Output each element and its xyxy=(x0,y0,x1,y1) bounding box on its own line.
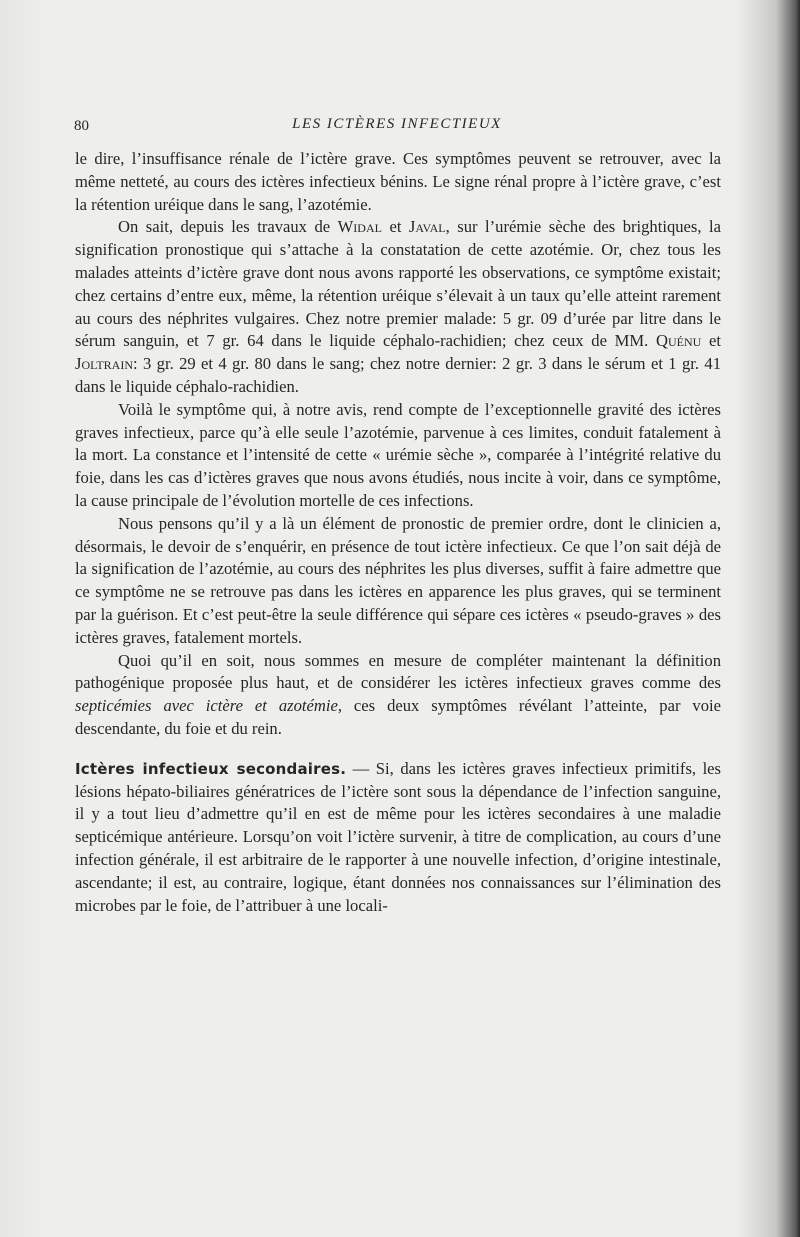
paragraph-4: Nous pensons qu’il y a là un élément de pronostic de premier ordre, dont le clinicien a, désormais, le devoir de s’enquérir, en présence de tout ictère infectieux. Ce que l’on sait déjà de la signification de l’azotémie, au cours des néphrites les plus diverses, suffit à faire admettre que ce symptôme ne se retrouve pas dans les ictères en apparence les plus graves, qui se terminent par la guérison. Et c’est peut-être la seule différence qui sépare ces ictères « pseudo-graves » des ictères graves, fatalement mortels. xyxy=(75,513,721,647)
page-number: 80 xyxy=(74,118,89,134)
paragraph-2-part-e: : 3 gr. 29 et 4 gr. 80 dans le sang; chez notre dernier: 2 gr. 3 dans le sérum et 1 gr. 41 dans le liquide céphalo-rachidien. xyxy=(75,354,721,396)
author-joltrain: Joltrain xyxy=(75,354,134,374)
paragraph-5 xyxy=(75,650,721,741)
paragraph-5-part-a: Quoi qu’il en soit, nous sommes en mesure de compléter maintenant la définition pathogénique proposée plus haut, et de considérer les ictères infectieux graves comme des xyxy=(75,650,721,693)
paragraph-2-part-a: On sait, depuis les travaux de xyxy=(118,217,338,237)
author-widal: Widal xyxy=(337,217,382,237)
paragraph-2 xyxy=(75,216,721,398)
body-text xyxy=(75,148,721,917)
section-spacer xyxy=(75,741,721,758)
author-quenu: Quénu xyxy=(656,331,702,351)
paragraph-6-text: — Si, dans les ictères graves infectieux primitifs, les lésions hépato-biliaires génératrices de l’ictère sont sous la dépendance de l’infection sanguine, il y a tout lieu d’admettre qu’il en est de même pour les ictères secondaires à une maladie septicémique antérieure. Lorsqu’on voit l’ictère survenir, à titre de complication, au cours d’une infection générale, il est arbitraire de le rapporter à une nouvelle infection, d’origine intestinale, ascendante; il est, au contraire, logique, étant données nos connaissances sur l’élimination des microbes par le foie, de l’attribuer à une locali- xyxy=(75,758,722,915)
paragraph-5-part-b: ces deux symptômes révélant l’atteinte, par voie descendante, du foie et du rein. xyxy=(75,696,721,738)
paragraph-3: Voilà le symptôme qui, à notre avis, rend compte de l’exceptionnelle gravité des ictères graves infectieux, parce qu’à elle seule l’azotémie, parvenue à ces limites, conduit fatalement à la mort. La constance et l’intensité de cette « urémie sèche », comparée à l’intégrité relative du foie, dans les cas d’ictères graves que nous avons étudiés, nous incite à voir, dans ce symptôme, la cause principale de l’évolution mortelle de ces infections. xyxy=(75,399,721,510)
paragraph-6 xyxy=(75,758,721,918)
paragraph-1: le dire, l’insuffisance rénale de l’ictère grave. Ces symptômes peuvent se retrouver, avec la même netteté, au cours des ictères infectieux bénins. Le signe rénal propre à l’ictère grave, c’est la rétention uréique dans le sang, l’azotémie. xyxy=(75,149,721,214)
page-header xyxy=(74,114,720,138)
paragraph-2-part-c: , sur l’urémie sèche des brightiques, la signification pronostique qui s’attache à la constatation de cette azotémie. Or, chez tous les malades atteints d’ictère grave dont nous avons rapporté les observations, ce symptôme existait; chez certains d’entre eux, même, la rétention uréique s’élevait à un taux qu’elle atteint rarement au cours des néphrites vulgaires. Chez notre premier malade: 5 gr. 09 d’urée par litre dans le sérum sanguin, et 7 gr. 64 dans le liquide céphalo-rachidien; chez ceux de MM. xyxy=(75,217,721,351)
section-title: Ictères infectieux secondaires. xyxy=(75,759,347,778)
running-title: LES ICTÈRES INFECTIEUX xyxy=(292,116,502,132)
paragraph-2-part-d: et xyxy=(701,331,721,351)
author-javal: Javal xyxy=(408,217,446,237)
paragraph-5-italic: septicémies avec ictère et azotémie, xyxy=(75,696,342,716)
paragraph-2-part-b: et xyxy=(381,217,409,237)
